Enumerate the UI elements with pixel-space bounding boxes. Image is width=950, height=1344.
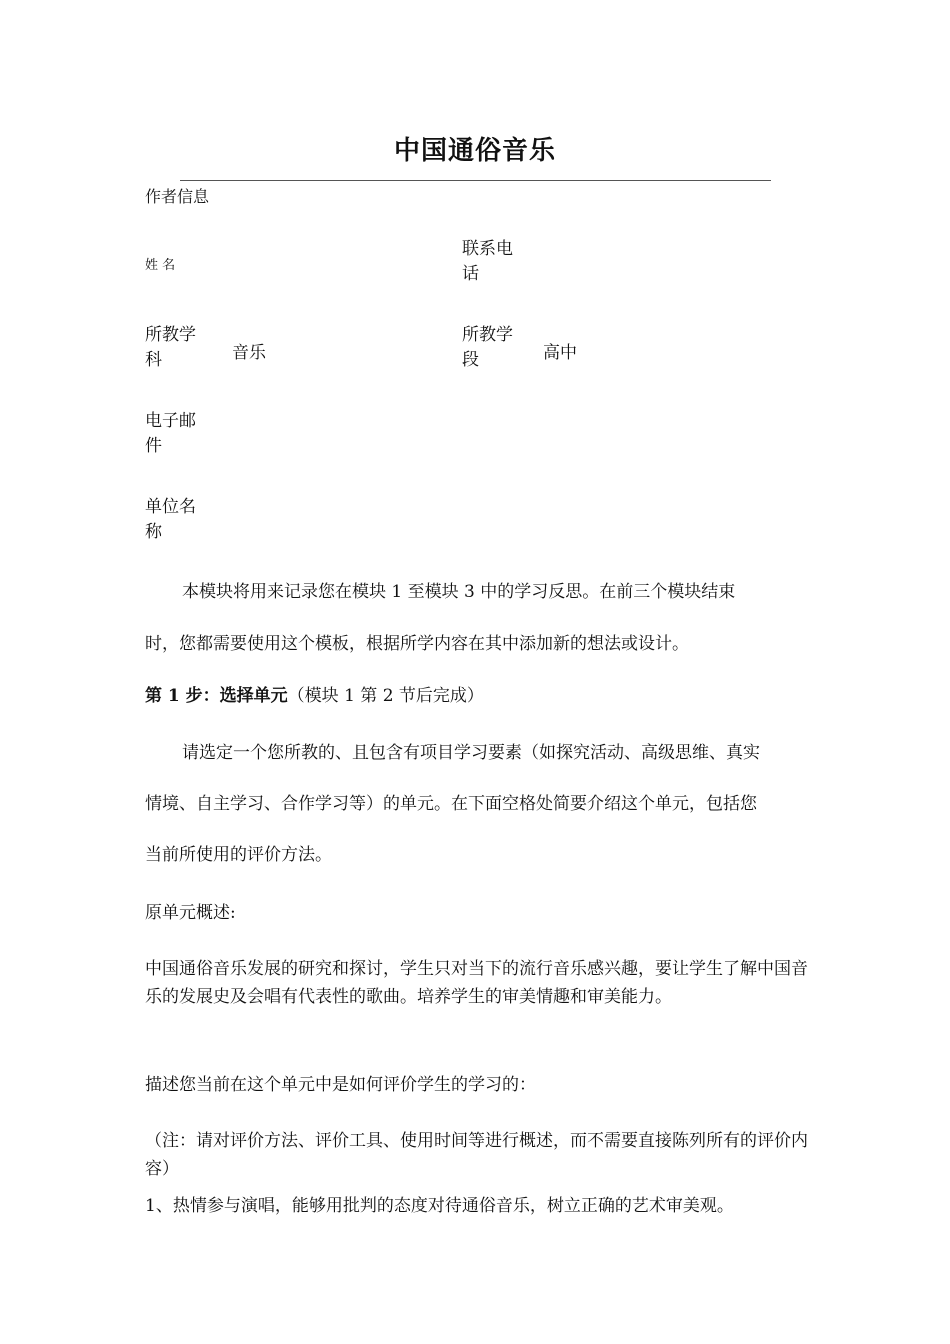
intro-line-2: 时，您都需要使用这个模板，根据所学内容在其中添加新的想法或设计。 — [145, 634, 689, 654]
step1-line-3: 当前所使用的评价方法。 — [145, 845, 332, 865]
assessment-note: （注：请对评价方法、评价工具、使用时间等进行概述，而不需要直接陈列所有的评价内容） — [145, 1131, 808, 1179]
overview-text: 中国通俗音乐发展的研究和探讨，学生只对当下的流行音乐感兴趣，要让学生了解中国音乐的发展史及会唱有代表性的歌曲。培养学生的审美情趣和审美能力。 — [145, 959, 808, 1007]
unit-label-line1: 单位名 — [145, 497, 196, 517]
assessment-item-1: 1、热情参与演唱，能够用批判的态度对待通俗音乐，树立正确的艺术审美观。 — [145, 1196, 734, 1216]
step1-heading — [145, 681, 484, 706]
phone-label-line2: 话 — [462, 264, 479, 284]
subject-value: 音乐 — [232, 343, 266, 363]
stage-label — [462, 323, 532, 373]
step1-line-2: 情境、自主学习、合作学习等）的单元。在下面空格处简要介绍这个单元，包括您 — [145, 794, 757, 814]
unit-label-line2: 称 — [145, 522, 162, 542]
subject-label-line2: 科 — [145, 350, 162, 370]
name-label: 姓 名 — [145, 258, 176, 273]
subject-label — [145, 323, 215, 373]
document-title: 中国通俗音乐 — [393, 136, 556, 166]
stage-label-line1: 所教学 — [462, 325, 513, 345]
phone-label — [462, 237, 532, 287]
title-underline — [180, 180, 771, 181]
overview-label: 原单元概述: — [145, 903, 236, 923]
stage-label-line2: 段 — [462, 350, 479, 370]
email-label — [145, 409, 215, 459]
author-info-heading: 作者信息 — [145, 187, 210, 206]
intro-line-1: 本模块将用来记录您在模块 1 至模块 3 中的学习反思。在前三个模块结束 — [182, 582, 736, 602]
email-label-line1: 电子邮 — [145, 411, 196, 431]
step1-line-1: 请选定一个您所教的、且包含有项目学习要素（如探究活动、高级思维、真实 — [182, 743, 760, 763]
unit-label — [145, 495, 215, 545]
email-label-line2: 件 — [145, 436, 162, 456]
assessment-prompt: 描述您当前在这个单元中是如何评价学生的学习的： — [145, 1075, 536, 1095]
step1-heading-title: 第 1 步：选择单元 — [145, 686, 288, 706]
phone-label-line1: 联系电 — [462, 239, 513, 259]
stage-value: 高中 — [543, 343, 577, 363]
subject-label-line1: 所教学 — [145, 325, 196, 345]
step1-heading-note: （模块 1 第 2 节后完成） — [287, 686, 484, 706]
